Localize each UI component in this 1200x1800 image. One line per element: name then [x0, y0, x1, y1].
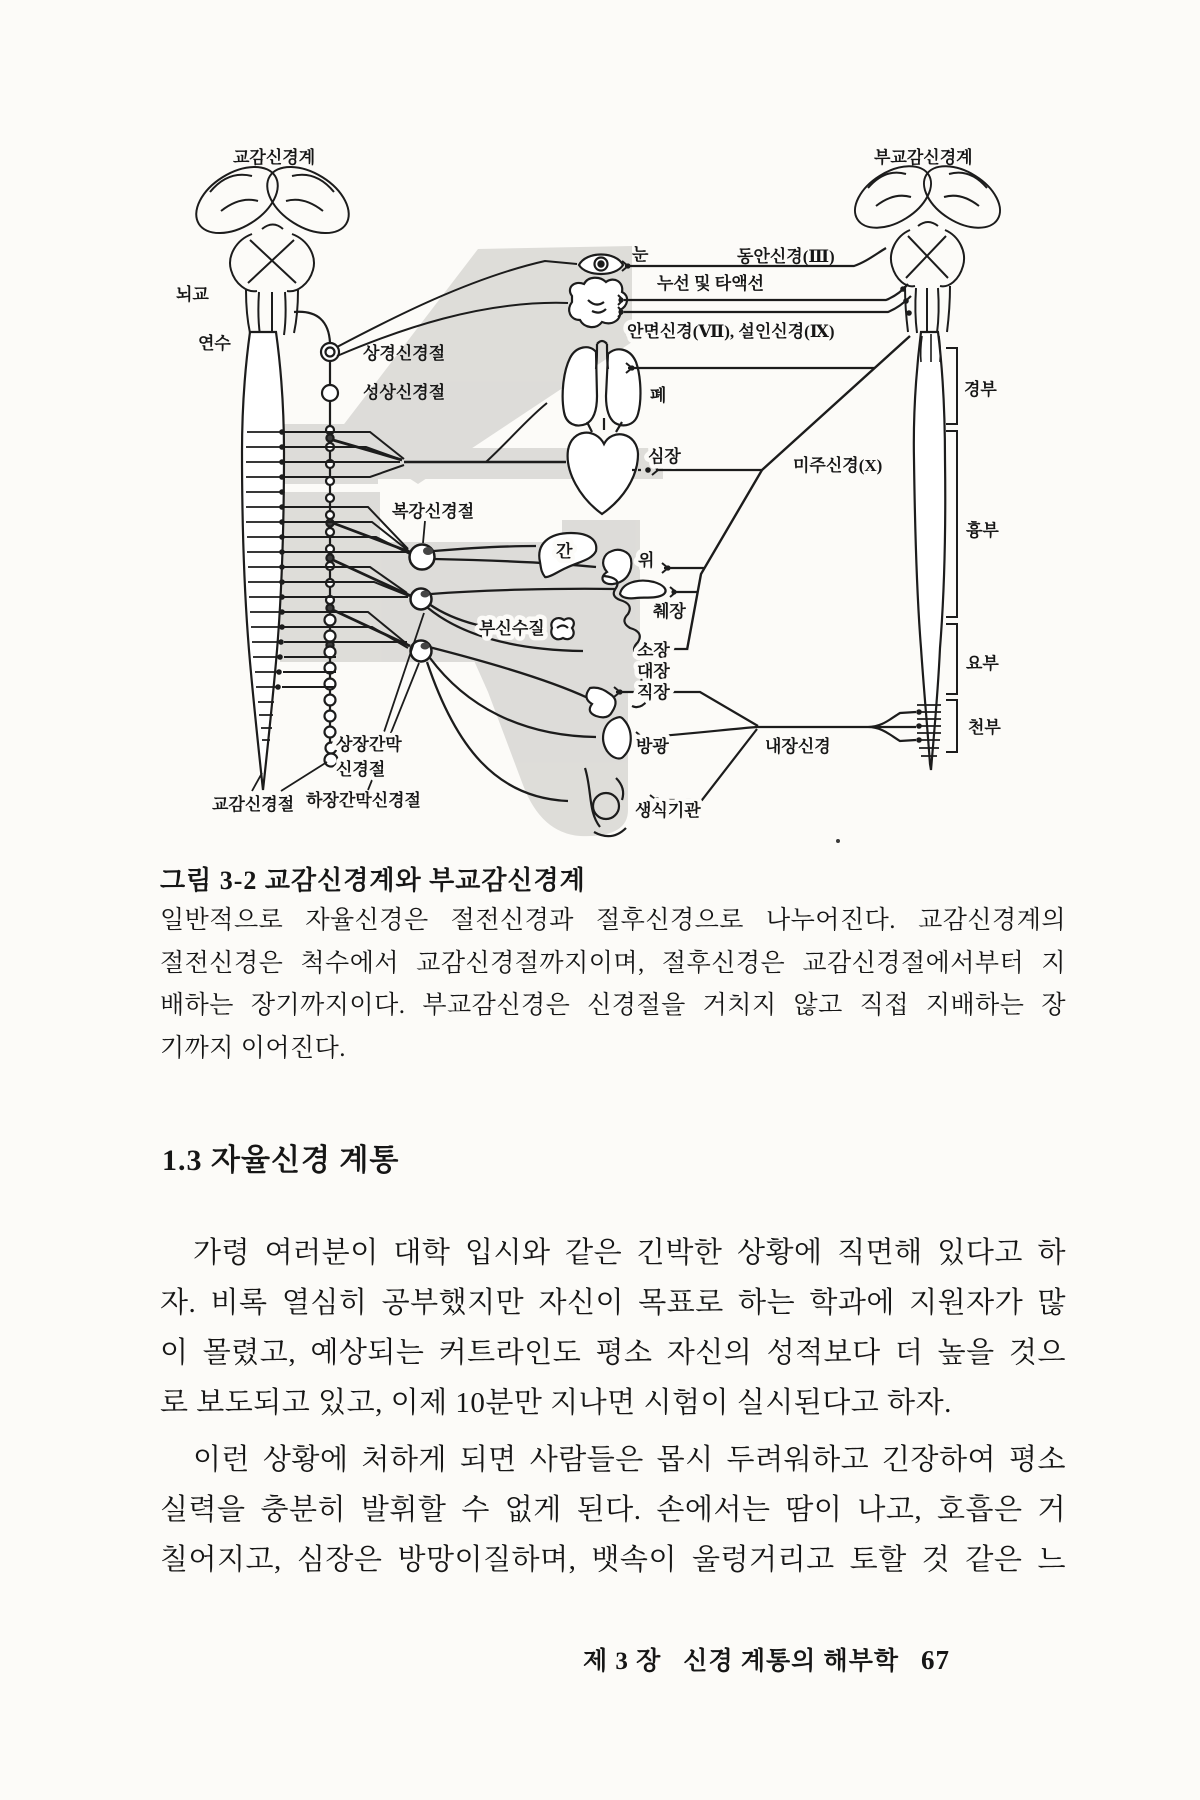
superior-mesenteric-ganglion-label-1: 상장간막: [336, 735, 402, 754]
eye-illustration: [579, 255, 623, 275]
adrenal-medulla-label: 부신수질: [479, 619, 545, 638]
oculomotor-nerve-label: 동안신경(Ⅲ): [737, 247, 835, 266]
sacral-region-label: 천부: [968, 718, 1001, 737]
adrenal-illustration: [551, 618, 574, 639]
body-line: 이런 상황에 처하게 되면 사람들은 몹시 두려워하고 긴장하여 평소: [193, 1444, 1066, 1476]
caption-line: 기까지 이어진다.: [160, 1034, 347, 1062]
figure-caption-title: 그림 3-2 교감신경계와 부교감신경계: [160, 866, 586, 895]
lung-label: 폐: [650, 386, 667, 405]
scan-speck: [836, 839, 840, 843]
glands-label: 누선 및 타액선: [657, 274, 765, 293]
celiac-ganglion-label: 복강신경절: [392, 502, 475, 521]
superior-mesenteric-ganglion-label-2: 신경절: [336, 760, 386, 779]
sympathetic-brain-illustration: [185, 153, 361, 335]
body-line: 실력을 충분히 발휘할 수 없게 된다. 손에서는 땀이 나고, 호흡은 거: [160, 1494, 1066, 1526]
facial-glossopharyngeal-label: 안면신경(Ⅶ), 설인신경(Ⅸ): [627, 322, 835, 341]
bladder-illustration: [603, 717, 631, 758]
parasympathetic-spinal-cord: [914, 332, 945, 770]
bladder-label: 방광: [636, 737, 669, 756]
cervical-region-label: 경부: [964, 380, 997, 399]
stellate-ganglion-label: 성상신경절: [363, 383, 446, 402]
region-brackets: [946, 348, 957, 752]
figure-3-2-diagram: [0, 0, 1200, 860]
lumbar-region-label: 요부: [966, 654, 999, 673]
body-line: 자. 비록 열심히 공부했지만 자신이 목표로 하는 학과에 지원자가 많: [160, 1287, 1066, 1319]
inferior-mesenteric-ganglion-label: 하장간막신경절: [306, 791, 421, 810]
body-line: 칠어지고, 심장은 방망이질하며, 뱃속이 울렁거리고 토할 것 같은 느: [160, 1544, 1066, 1576]
footer-chapter-title: 신경 계통의 해부학: [683, 1648, 899, 1675]
sympathetic-title: 교감신경계: [233, 148, 316, 167]
body-line: 가령 여러분이 대학 입시와 같은 긴박한 상황에 직면해 있다고 하: [193, 1237, 1066, 1269]
figure-caption: [160, 860, 1066, 1070]
small-intestine-label: 소장: [637, 641, 670, 660]
caption-line: 일반적으로 자율신경은 절전신경과 절후신경으로 나누어진다. 교감신경계의: [160, 907, 1066, 934]
caption-line: 절전신경은 척수에서 교감신경절까지이며, 절후신경은 교감신경절에서부터 지: [160, 949, 1066, 977]
sympathetic-spinal-cord: [242, 332, 285, 790]
pons-label: 뇌교: [176, 285, 209, 304]
splanchnic-nerve-label: 내장신경: [765, 737, 831, 756]
body-text: [160, 1228, 1066, 1585]
superior-cervical-ganglion-label: 상경신경절: [363, 344, 446, 363]
large-intestine-label: 대장: [637, 662, 670, 681]
thoracic-region-label: 흉부: [966, 521, 999, 540]
vagus-nerve-label: 미주신경(X): [793, 456, 883, 475]
footer-chapter: 제 3 장: [582, 1648, 662, 1675]
section-heading: 1.3 자율신경 계통: [162, 1144, 400, 1177]
caption-line: 배하는 장기까지이다. 부교감신경은 신경절을 거치지 않고 직접 지배하는 장: [160, 992, 1066, 1019]
pancreas-label: 췌장: [653, 602, 686, 621]
eye-label: 눈: [632, 245, 649, 264]
page-number: 67: [921, 1645, 950, 1675]
sympathetic-chain-label: 교감신경절: [212, 795, 295, 814]
heart-label: 심장: [648, 447, 681, 466]
medulla-label: 연수: [198, 334, 231, 353]
gland-illustration: [569, 278, 627, 327]
body-line: 이 몰렸고, 예상되는 커트라인도 평소 자신의 성적보다 더 높을 것으: [160, 1337, 1066, 1369]
page-footer: [160, 1641, 950, 1677]
liver-label: 간: [556, 542, 573, 561]
heart-illustration: [568, 418, 638, 514]
body-line: 로 보도되고 있고, 이제 10분만 지나면 시험이 실시된다고 하자.: [160, 1387, 952, 1419]
parasympathetic-title: 부교감신경계: [874, 148, 973, 167]
fiber-terminal-dots: [617, 263, 921, 802]
genitals-label: 생식기관: [635, 801, 701, 820]
rectum-label: 직장: [637, 683, 670, 702]
parasympathetic-brain-illustration: [844, 154, 1011, 334]
stomach-label: 위: [638, 551, 655, 570]
